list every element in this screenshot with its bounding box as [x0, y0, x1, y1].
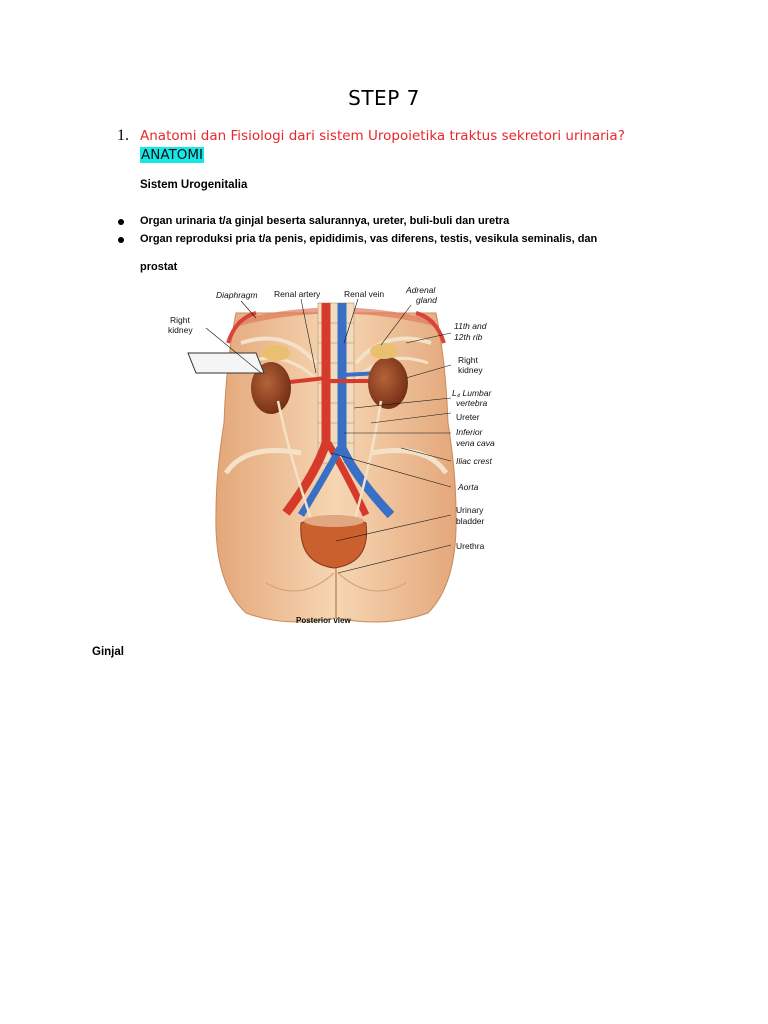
- label-right-kidney-right-2: kidney: [458, 365, 483, 375]
- list-item: Organ reproduksi pria t/a penis, epididimis, vas diferens, testis, vesikula seminalis, dan: [140, 233, 598, 245]
- label-diaphragm: Diaphragm: [216, 290, 258, 300]
- list-item-continuation: prostat: [140, 261, 178, 273]
- bullet-icon: [118, 219, 124, 225]
- figure-caption: Posterior view: [296, 616, 351, 625]
- question-number: 1.: [117, 127, 129, 144]
- anatomi-highlight: ANATOMI: [141, 147, 204, 163]
- question-text: Anatomi dan Fisiologi dari sistem Uropoietika traktus sekretori urinaria?: [140, 128, 625, 144]
- label-iliac-crest: Iliac crest: [456, 456, 492, 466]
- label-rib-1: 11th and: [454, 321, 487, 331]
- right-kidney-right: [368, 357, 408, 409]
- label-right-kidney-right-1: Right: [458, 355, 478, 365]
- label-bladder: bladder: [456, 516, 485, 526]
- label-right-kidney-left-1: Right: [170, 315, 190, 325]
- label-vena-cava: vena cava: [456, 438, 495, 448]
- label-urinary: Urinary: [456, 505, 484, 515]
- label-lumbar: L₄ Lumbar: [452, 388, 492, 398]
- bullet-icon: [118, 237, 124, 243]
- section-title: Sistem Urogenitalia: [140, 179, 248, 191]
- label-urethra: Urethra: [456, 541, 485, 551]
- label-right-kidney-left-2: kidney: [168, 325, 193, 335]
- urinary-system-figure: [166, 283, 506, 628]
- label-aorta: Aorta: [458, 482, 479, 492]
- label-ureter: Ureter: [456, 412, 480, 422]
- label-vertebra: vertebra: [456, 398, 488, 408]
- label-renal-vein: Renal vein: [344, 289, 385, 299]
- label-inferior: Inferior: [456, 427, 483, 437]
- label-rib-2: 12th rib: [454, 332, 483, 342]
- list-item: Organ urinaria t/a ginjal beserta salurannya, ureter, buli-buli dan uretra: [140, 215, 510, 227]
- section-heading-ginjal: Ginjal: [92, 646, 124, 658]
- label-adrenal: Adrenal: [406, 285, 436, 295]
- page-title: STEP 7: [348, 86, 420, 110]
- label-gland: gland: [416, 295, 437, 305]
- label-renal-artery: Renal artery: [274, 289, 321, 299]
